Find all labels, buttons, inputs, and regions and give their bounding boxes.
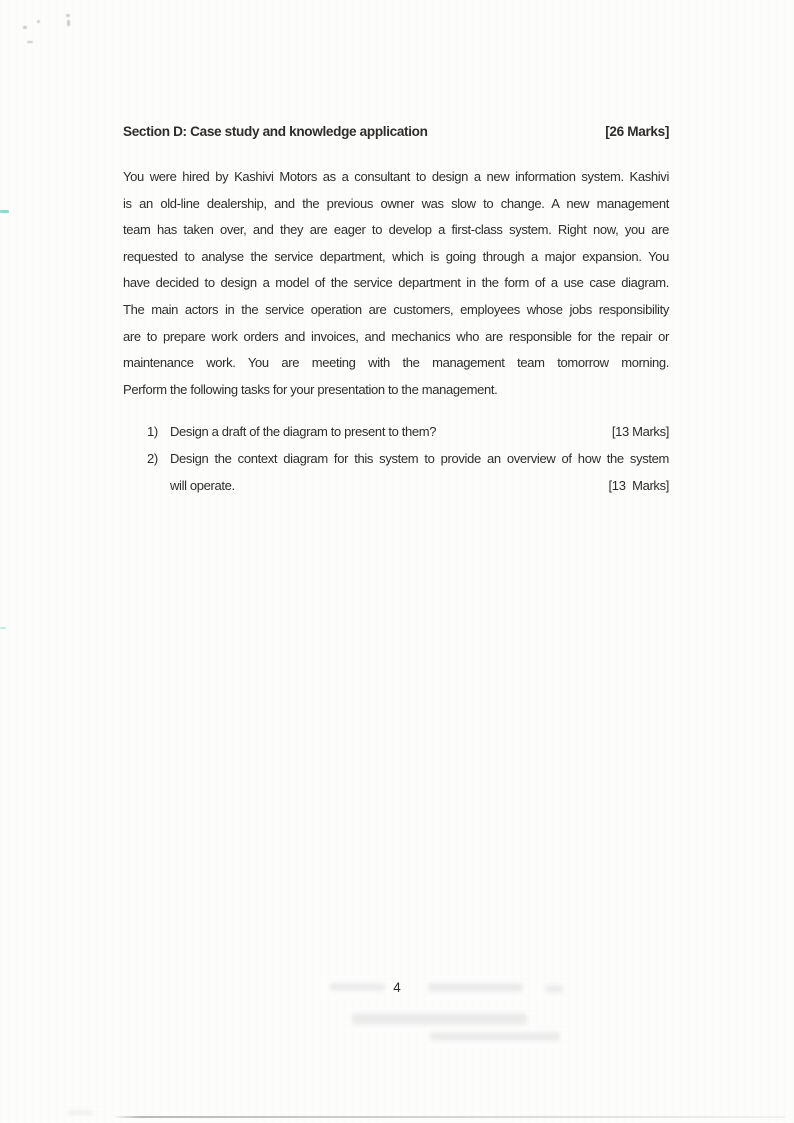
paragraph-line: Perform the following tasks for your presentation to the management. (123, 381, 498, 397)
section-marks: [26 Marks] (605, 124, 669, 139)
task-body (170, 419, 669, 446)
paragraph-line: are to prepare work orders and invoices, and mechanics who are responsible for the repair or (123, 328, 669, 344)
task-item-1 (123, 419, 669, 446)
bleed-through-smudge (545, 985, 563, 993)
section-title: Section D: Case study and knowledge application (123, 124, 428, 139)
paragraph-line: The main actors in the service operation are customers, employees whose jobs responsibility (123, 301, 669, 317)
content-area (123, 123, 669, 500)
scan-speck (23, 26, 27, 29)
paragraph-line: maintenance work. You are meeting with the management team tomorrow morning. (123, 355, 669, 371)
task-line (170, 419, 669, 446)
bleed-through-smudge (428, 983, 523, 992)
section-header (123, 123, 669, 141)
paragraph-line: You were hired by Kashivi Motors as a consultant to design a new information system. Kashivi (123, 169, 669, 184)
scan-teal-mark (0, 210, 9, 213)
task-text: Design a draft of the diagram to present to them? (170, 424, 437, 440)
bleed-through-smudge (330, 983, 385, 991)
task-marks: [13 Marks] (611, 424, 669, 440)
task-text: will operate. (170, 477, 235, 493)
task-number: 1) (147, 424, 158, 440)
page-number: 4 (393, 980, 401, 995)
task-marks: [13 Marks] (608, 477, 669, 493)
paragraph-line: team has taken over, and they are eager to develop a first-class system. Right now, you are (123, 222, 669, 238)
scan-speck (66, 14, 70, 17)
task-list (123, 419, 669, 499)
scan-speck (27, 41, 33, 43)
scan-edge-rule (113, 1116, 785, 1118)
bleed-through-smudge (352, 1013, 527, 1025)
scan-speck (67, 20, 70, 26)
bleed-through-smudge (430, 1032, 560, 1041)
case-study-paragraph (123, 164, 669, 403)
task-item-2 (123, 446, 669, 500)
paragraph-line: have decided to design a model of the service department in the form of a use case diagram. (123, 275, 669, 291)
scan-speck (37, 20, 40, 23)
task-text: Design the context diagram for this system to provide an overview of how the system (170, 451, 669, 467)
task-number: 2) (147, 451, 158, 467)
task-line (170, 473, 669, 500)
paragraph-line: is an old-line dealership, and the previous owner was slow to change. A new management (123, 195, 669, 211)
paragraph-line: requested to analyse the service department, which is going through a major expansion. You (123, 248, 669, 264)
scan-teal-mark (0, 627, 6, 629)
bleed-through-smudge (68, 1110, 94, 1115)
task-body (170, 446, 669, 500)
